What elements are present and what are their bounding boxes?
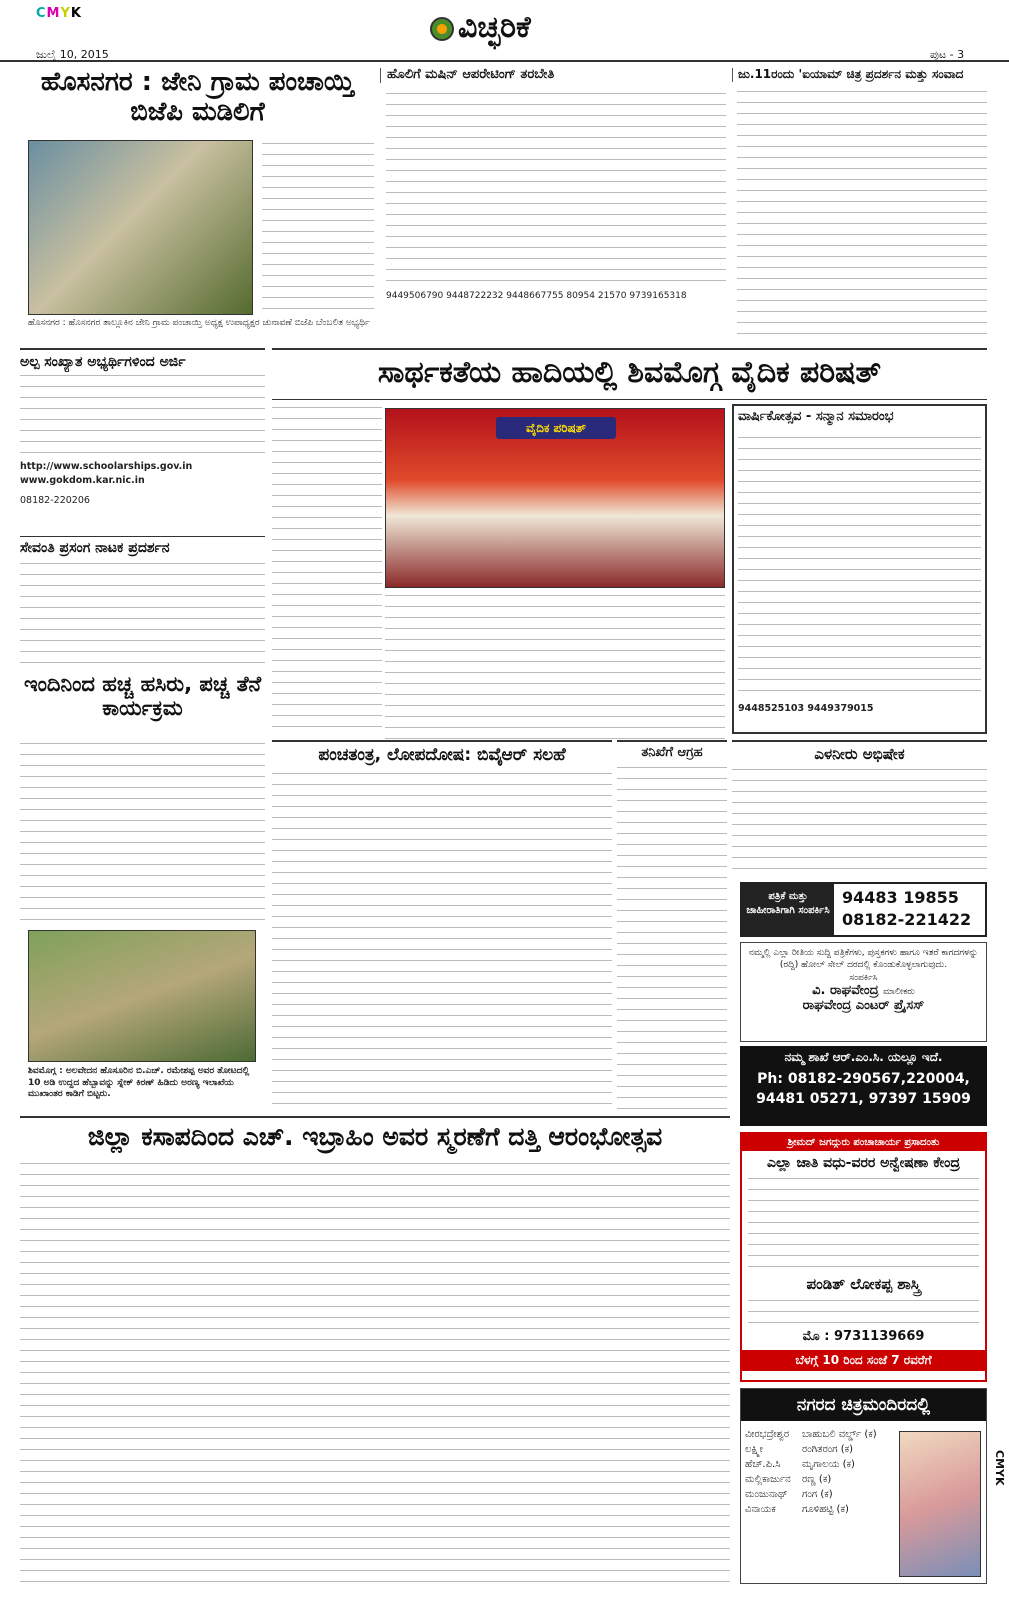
tailoring-phones: 9449506790 9448722232 9448667755 80954 21570 9739165318 xyxy=(386,291,687,301)
headline-iam-film: ಜು.11ರಂದು 'ಐಯಾಮ್ ಚಿತ್ರ ಪ್ರದರ್ಶನ ಮತ್ತು ಸಂವಾದ xyxy=(738,67,964,81)
minority-phone: 08182-220206 xyxy=(20,495,90,506)
caption-python: ಶಿವಮೊಗ್ಗ : ಅಲವೇದನ ಹೊಸೂರಿನ ಬಿ.ಎಚ್. ರಮೇಶಪ್ಪ ಅವರ ತೋಟದಲ್ಲಿ 10 ಅಡಿ ಉದ್ದದ ಹೆಬ್ಬಾವನ್ನು ಸ್ನೇಕ್ ಕಿರಣ್ ಹಿಡಿದು ಅರಣ್ಯ ಇಲಾಖೆಯ ಮುಖಾಂತರ ಕಾಡಿಗೆ ಬಿಟ್ಟರು. xyxy=(28,1066,250,1100)
banner xyxy=(272,348,987,400)
story-sevanti xyxy=(20,536,265,556)
text-kasapa xyxy=(20,1160,730,1585)
headline-green: ಇಂದಿನಿಂದ ಹಚ್ಚ ಹಸಿರು, ಪಚ್ಚ ತೆನೆ ಕಾರ್ಯಕ್ರಮ xyxy=(23,672,262,721)
stage-banner-text: ವೈದಿಕ ಪರಿಷತ್ xyxy=(496,417,616,439)
text-block-hosanagara xyxy=(262,140,374,315)
text-tailoring xyxy=(386,90,726,286)
cinema-table xyxy=(745,1427,895,1517)
headline-panchatantra: ಪಂಚತಂತ್ರ, ಲೋಪದೋಷ: ಬಿವೈಆರ್ ಸಲಹೆ xyxy=(318,745,566,765)
caption-hosanagara: ಹೊಸನಗರ : ಹೊಸನಗರ ತಾಲ್ಲೂಕಿನ ಜೇನಿ ಗ್ರಾಮ ಪಂಚಾಯ್ತಿ ಅಧ್ಯಕ್ಷ ಉಪಾಧ್ಯಕ್ಷರ ಚುನಾವಣೆ ಬಿಜೆಪಿ ಬೆಂಬಲಿತ ಅಭ್ಯರ್ಥಿ xyxy=(28,318,370,328)
headline-tender-coconut: ಎಳನೀರು ಅಭಿಷೇಕ xyxy=(814,745,905,763)
ad-matri-address xyxy=(748,1297,979,1325)
ad-matri-name: ಪಂಡಿತ್ ಲೋಕಪ್ಪ ಶಾಸ್ತ್ರಿ xyxy=(806,1275,921,1293)
headline-hosanagara: ಹೊಸನಗರ : ಜೇನಿ ಗ್ರಾಮ ಪಂಚಾಯ್ತಿ ಬಿಜೆಪಿ ಮಡಿಲಿಗೆ xyxy=(40,67,355,127)
text-parishat-col2 xyxy=(385,592,725,740)
ad-matri-time: ಬೆಳಗ್ಗೆ 10 ರಿಂದ ಸಂಜೆ 7 ರವರೆಗೆ xyxy=(742,1350,985,1371)
ad-branch-note: ನಮ್ಮ ಶಾಖೆ ಆರ್.ಎಂ.ಸಿ. ಯಲ್ಲೂ ಇದೆ. xyxy=(784,1050,943,1064)
headline-sevanti: ಸೇವಂತಿ ಪ್ರಸಂಗ ನಾಟಕ ಪ್ರದರ್ಶನ xyxy=(20,540,170,556)
cinema-row: ಹೆಚ್.ಪಿ.ಸಿ ಮೃಗಾಲಯ (ಕ) xyxy=(745,1459,855,1470)
minority-urls[interactable]: http://www.schoolarships.gov.in www.gokdom.kar.nic.in xyxy=(20,461,193,486)
ad-rv-firm: ರಾಘವೇಂದ್ರ ಎಂಟರ್ ಪ್ರೈಸಸ್ xyxy=(802,998,925,1014)
headline-tailoring: ಹೊಲಿಗೆ ಮಷಿನ್ ಆಪರೇಟಿಂಗ್ ತರಬೇತಿ xyxy=(387,67,555,82)
story-probe xyxy=(617,740,727,761)
ad-rv-body: ನಮ್ಮಲ್ಲಿ ಎಲ್ಲಾ ರೀತಿಯ ಸುದ್ದಿ ಪತ್ರಿಕೆಗಳು, ಪುಸ್ತಕಗಳು ಹಾಗೂ ಇತರೆ ಕಾಗದಗಳನ್ನು (ರದ್ದಿ) ಹೋಲ್ ಸೇಲ್ ದರದಲ್ಲಿ ಕೊಂಡುಕೊಳ್ಳಲಾಗುವುದು. xyxy=(748,948,979,971)
story-hosanagara xyxy=(20,68,375,128)
photo-hosanagara xyxy=(28,140,253,315)
issue-date: ಜುಲೈ 10, 2015 xyxy=(36,48,109,61)
masthead: ವಿಚ್ಛರಿಕೆ xyxy=(430,10,531,45)
masthead-logo-icon xyxy=(430,17,454,41)
cinema-row: ವಿನಾಯಕ ಗೂಳಿಹಟ್ಟಿ (ಕ) xyxy=(745,1504,849,1515)
story-kasapa xyxy=(20,1116,730,1152)
page-number: ಪುಟ - 3 xyxy=(930,48,965,61)
photo-parishat-stage xyxy=(385,408,725,588)
text-iam-film xyxy=(737,88,987,343)
page-header xyxy=(0,0,1009,62)
ad-branch-phone2: 94481 05271, 97397 15909 xyxy=(756,1091,971,1107)
ad-raghavendra xyxy=(740,942,987,1042)
ad-matri-header: ಶ್ರೀಮದ್ ಜಗದ್ಗುರು ಪಂಚಾಚಾರ್ಯ ಪ್ರಸಾದಂತು xyxy=(742,1134,985,1151)
text-parishat-col1 xyxy=(272,404,382,734)
ad-matrimony xyxy=(740,1132,987,1382)
story-iam-film xyxy=(732,68,987,82)
cmyk-mark: CMYK xyxy=(36,6,82,21)
headline-minority: ಅಲ್ಪ ಸಂಖ್ಯಾತ ಅಭ್ಯರ್ಥಿಗಳಿಂದ ಅರ್ಜಿ xyxy=(20,354,186,370)
ad-branch xyxy=(740,1046,987,1126)
side-cmyk-mark: CMYK xyxy=(993,1450,1006,1486)
photo-python xyxy=(28,930,256,1062)
box-anniversary xyxy=(732,404,987,734)
text-sevanti xyxy=(20,560,265,668)
cinema-row: ಲಕ್ಷ್ಮೀ ರಂಗಿತರಂಗ (ಕ) xyxy=(745,1444,854,1455)
ad-matri-text xyxy=(748,1175,979,1271)
headline-anniversary: ವಾರ್ಷಿಕೋತ್ಸವ - ಸನ್ಮಾನ ಸಮಾರಂಭ xyxy=(738,409,894,424)
anniversary-phones: 9448525103 9449379015 xyxy=(738,703,874,714)
story-tender-coconut xyxy=(732,740,987,763)
text-anniversary xyxy=(738,434,981,694)
text-green xyxy=(20,740,265,925)
ad-press-label: ಪತ್ರಿಕೆ ಮತ್ತು ಜಾಹೀರಾತಿಗಾಗಿ ಸಂಪರ್ಕಿಸಿ xyxy=(742,884,834,935)
ad-matri-mobile: ಮೊ : 9731139669 xyxy=(802,1329,925,1344)
cinema-title: ನಗರದ ಚಿತ್ರಮಂದಿರದಲ್ಲಿ xyxy=(741,1389,986,1421)
cinema-row: ಮಲ್ಲಿಕಾರ್ಜುನ ರಣ್ಣ (ಕ) xyxy=(745,1474,832,1485)
cinema-row: ಮಂಜುನಾಥ್ ಗಂಗ (ಕ) xyxy=(745,1489,833,1500)
story-panchatantra xyxy=(272,740,612,766)
headline-probe: ತನಿಖೆಗೆ ಆಗ್ರಹ xyxy=(641,745,703,760)
story-minority xyxy=(20,348,265,370)
cinema-box xyxy=(740,1388,987,1584)
ad-matri-title: ಎಲ್ಲಾ ಜಾತಿ ವಧು-ವರರ ಅನ್ವೇಷಣಾ ಕೇಂದ್ರ xyxy=(767,1155,960,1171)
cinema-poster xyxy=(899,1431,981,1577)
text-minority xyxy=(20,372,265,456)
ad-press-phone2: 08182-221422 xyxy=(842,910,972,929)
ad-branch-phone1: Ph: 08182-290567,220004, xyxy=(757,1071,970,1087)
cinema-row: ವೀರಭದ್ರೇಶ್ವರ ಬಾಹುಬಲಿ ವರ್ಲ್ಡ್ (ಕ) xyxy=(745,1429,877,1440)
headline-kasapa: ಜಿಲ್ಲಾ ಕಸಾಪದಿಂದ ಎಚ್. ಇಬ್ರಾಹಿಂ ಅವರ ಸ್ಮರಣೆಗೆ ದತ್ತಿ ಆರಂಭೋತ್ಸವ xyxy=(87,1122,663,1151)
ad-rv-name: ವಿ. ರಾಘವೇಂದ್ರ ಮಾಲೀಕರು xyxy=(812,983,915,999)
text-tender-coconut xyxy=(732,766,987,878)
ad-rv-contact: ಸಂಪರ್ಕಿಸಿ xyxy=(849,973,878,984)
ad-press-phone1: 94483 19855 xyxy=(842,888,959,907)
text-probe xyxy=(617,764,727,1110)
story-green xyxy=(20,672,265,720)
banner-headline: ಸಾರ್ಥಕತೆಯ ಹಾದಿಯಲ್ಲಿ ಶಿವಮೊಗ್ಗ ವೈದಿಕ ಪರಿಷತ್ xyxy=(377,355,882,390)
story-tailoring xyxy=(380,68,725,83)
ad-press-contact xyxy=(740,882,987,937)
text-panchatantra xyxy=(272,770,612,1110)
